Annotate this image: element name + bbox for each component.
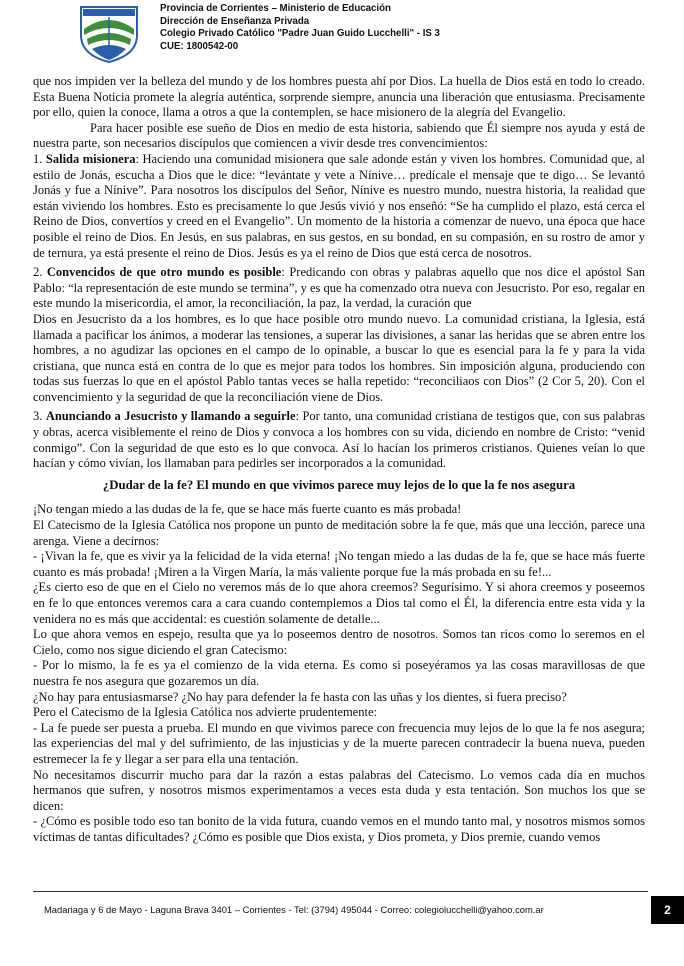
paragraph: Para hacer posible ese sueño de Dios en medio de esta historia, sabiendo que Él siempre nos ayuda y está de nuestra parte, son necesarios discípulos que comiencen a vivir desde tres convencimientos: — [33, 120, 645, 151]
school-crest-icon — [78, 5, 140, 63]
paragraph: que nos impiden ver la belleza del mundo y de los hombres puesta ahí por Dios. La huella de Dios está en todo lo creado. Esta Buena Noticia promete la alegría auténtica, sorprende siempre, anuncia una liberación que entusiasma. Precisamente por ello, quien la conoce, llama a otros a que la contemplen, se hace misionero de la alegría del Evangelio. — [33, 74, 645, 120]
paragraph: ¿No hay para entusiasmarse? ¿No hay para defender la fe hasta con las uñas y los dientes, si fuera preciso? — [33, 689, 567, 704]
header-school-name: Colegio Privado Católico "Padre Juan Guido Lucchelli" - IS 3 — [160, 28, 440, 40]
paragraph: - La fe puede ser puesta a prueba. El mundo en que vivimos parece con frecuencia muy lejos de lo que la fe nos asegura; las experiencias del mal y del sufrimiento, de las injusticias y de la muerte parecen contradecir la buena nueva, pueden estremecer la fe y llegar a ser para ella una tentación. — [33, 720, 645, 766]
paragraph: El Catecismo de la Iglesia Católica nos propone un punto de meditación sobre la fe que, más que una lección, parece una arenga. Viene a decirnos: — [33, 518, 645, 548]
footer-contact: Madariaga y 6 de Mayo - Laguna Brava 3401 – Corrientes - Tel: (3794) 495044 - Correo: colegiolucchelli@yahoo.com.ar — [44, 904, 544, 915]
paragraph: ¿Es cierto eso de que en el Cielo no veremos más de lo que ahora creemos? Segurísimo. Y si ahora creemos y poseemos en fe lo que entonces veremos cara a cara cuando contemplemos a Dios tal como el Él, la diferencia entre esta vida y la venidera no es más que accidental: es cuestión solamente de detalle... — [33, 580, 645, 626]
paragraph: Pero el Catecismo de la Iglesia Católica nos advierte prudentemente: — [33, 705, 377, 720]
header-province: Provincia de Corrientes – Ministerio de Educación — [160, 3, 391, 14]
document-body — [33, 74, 645, 846]
item-title: Salida misionera — [45, 151, 136, 166]
footer-divider — [33, 891, 648, 892]
page-header — [0, 0, 684, 70]
page-number: 2 — [651, 896, 684, 924]
numbered-item-2: 2. Convencidos de que otro mundo es posible: Predicando con obras y palabras aquello que nos dice el apóstol San Pablo: “la representación de este mundo se termina”, y es que ha comenzado otra nueva con Jesucristo. Por eso, regalar en este mundo la misericordia, el amor, la reconciliación, la paz, la verdad, la curación que — [33, 265, 646, 311]
paragraph: - ¿Cómo es posible todo eso tan bonito de la vida futura, cuando vemos en el mundo tanto mal, y nosotros mismos somos víctimas de tantas dificultades? ¿Cómo es posible que Dios exista, y Dios prometa, y Dios premie, cuando vemos — [33, 814, 645, 844]
paragraph: ¡No tengan miedo a las dudas de la fe, que se hace más fuerte cuanto es más probada! — [33, 502, 462, 517]
header-direction: Dirección de Enseñanza Privada — [160, 15, 310, 27]
header-cue: CUE: 1800542-00 — [160, 40, 239, 52]
section-heading: ¿Dudar de la fe? El mundo en que vivimos parece muy lejos de lo que la fe nos asegura — [102, 477, 576, 492]
numbered-item-3: 3. Anunciando a Jesucristo y llamando a seguirle: Por tanto, una comunidad cristiana de testigos que, con sus palabras y obras, acerca visiblemente el reino de Dios y convoca a los hombres con su vida, diciendo en nombre de Cristo: “venid conmigo”. Con la seguridad de que esto es lo que convoca. Así lo hacían los primeros cristianos. Quienes veían lo que hacían y cómo vivían, los llamaban para pedirles ser incorporados a la comunidad. — [33, 409, 646, 471]
header-institution-info — [160, 3, 440, 53]
paragraph: Dios en Jesucristo da a los hombres, es lo que hace posible otro mundo nuevo. La comunidad cristiana, la Iglesia, está llamada a pacificar los ánimos, a moderar las tensiones, a superar las divisiones, a sanar las heridas que se abren entre los hombres, a no agudizar las opciones en el campo de lo opinable, a buscar lo que es esencial para la fe y para la vida cristiana, que nunca está en contra de lo que es mejor para todos los hombres. Sin imposición alguna, produciendo con todas sus fuerzas lo que en el apóstol Pablo tantas veces se halla repetido: “reconciliaos con Dios” (2 Cor 5, 20). Con el convencimiento y la seguridad de que la reconciliación viene de Dios. — [33, 311, 645, 404]
paragraph: Lo que ahora vemos en espejo, resulta que ya lo poseemos dentro de nosotros. Somos tan ricos como lo seremos en el Cielo, como nos sigue diciendo el gran Catecismo: — [33, 627, 645, 657]
numbered-item-1: 1. Salida misionera: Haciendo una comunidad misionera que sale adonde están y viven los hombres. Comunidad que, al estilo de Jonás, escucha a Dios que le dice: “levántate y vete a Nínive… predícale el mensaje que te digo… Se levantó Jonás y fue a Nínive”. Para nosotros los discípulos del Señor, Nínive es nuestro mundo, nuestra historia, la realidad que están viviendo los hombres. Esto es precisamente lo que Jesús vivió y nos enseñó: “Se ha cumplido el plazo, está cerca el Reino de Dios, convertíos y creed en el Evangelio”. Un momento de la historia a comenzar de nuevo, una época que hace posible el reino de Dios. En Jesús, en sus palabras, en sus gestos, en su bondad, en su compasión, en su rostro de amor y de ternura, ya está presente el reino de Dios. Jesús es ya el reino de Dios que está cerca de nosotros. — [33, 151, 646, 260]
item-title: Anunciando a Jesucristo y llamando a seguirle — [45, 409, 296, 424]
paragraph: - Por lo mismo, la fe es ya el comienzo de la vida eterna. Es como si poseyéramos ya las cosas maravillosas de que nuestra fe nos asegura que gozaremos un día. — [33, 658, 645, 688]
item-title: Convencidos de que otro mundo es posible — [46, 265, 282, 280]
paragraph: - ¡Vivan la fe, que es vivir ya la felicidad de la vida eterna! ¡No tengan miedo a las dudas de la fe, que se hace más fuerte cuanto es más probada! ¡Miren a la Virgen María, la más valiente porque fue la más probada en su fe!... — [33, 549, 645, 579]
paragraph: No necesitamos discurrir mucho para dar la razón a estas palabras del Catecismo. Lo vemos cada día en muchos hermanos que sufren, y nosotros mismos experimentamos a veces esta duda y esta tentación. Son muchos los que se dicen: — [33, 767, 645, 813]
